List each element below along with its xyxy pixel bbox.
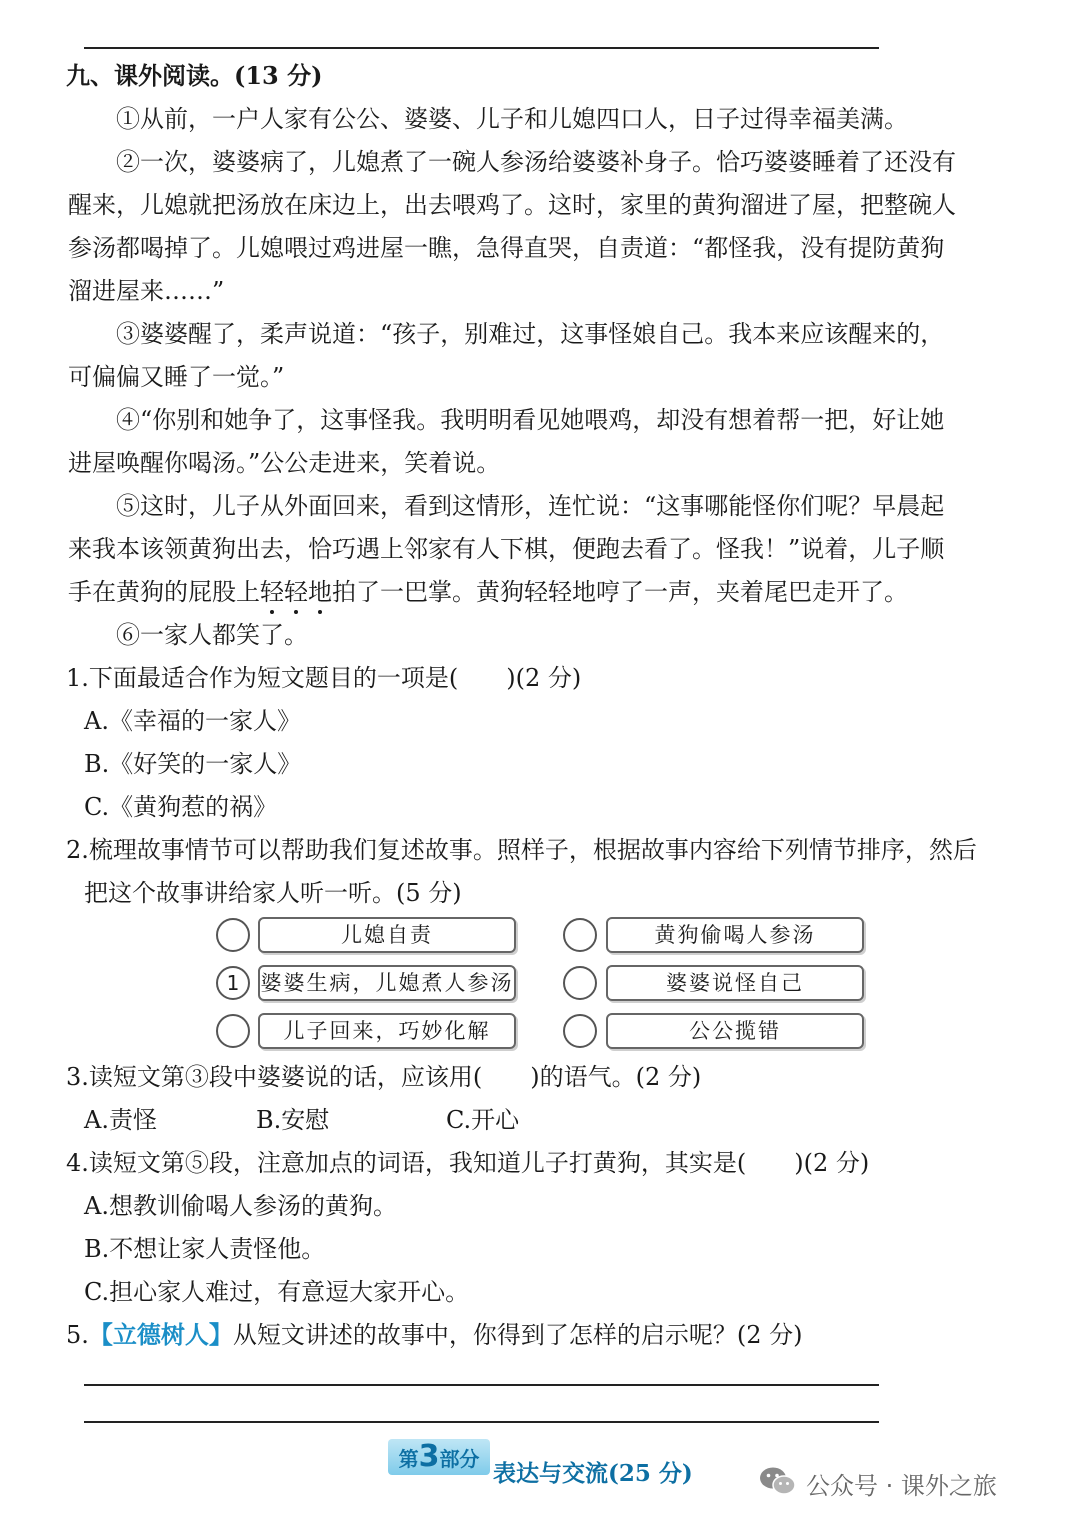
- passage-line-with-dotted-words: [68, 576, 1008, 608]
- event-box: 公公揽错: [606, 1013, 864, 1049]
- event-box: 儿媳自责: [258, 917, 516, 953]
- question-1-stem: 1.下面最适合作为短文题目的一项是( )(2 分): [66, 664, 582, 692]
- question-4-stem: 4.读短文第⑤段，注意加点的词语，我知道儿子打黄狗，其实是( )(2 分): [66, 1149, 870, 1177]
- question-4-option-b: B.不想让家人责怪他。: [84, 1235, 326, 1263]
- question-5-stem: 从短文讲述的故事中，你得到了怎样的启示呢？(2 分): [232, 1321, 803, 1349]
- section-title: 九、课外阅读。(13 分): [66, 61, 323, 90]
- event-box: 黄狗偷喝人参汤: [606, 917, 864, 953]
- passage-line: 参汤都喝掉了。儿媳喂过鸡进屋一瞧，急得直哭，自责道：“都怪我，没有提防黄狗: [68, 234, 945, 262]
- passage-line: ⑤这时，儿子从外面回来，看到这情形，连忙说：“这事哪能怪你们呢？早晨起: [116, 492, 945, 520]
- event-box: 儿子回来，巧妙化解: [258, 1013, 516, 1049]
- wechat-icon: [758, 1465, 798, 1497]
- question-5-stem-line: [66, 1319, 803, 1351]
- order-circle[interactable]: [216, 1014, 250, 1048]
- question-4-option-a: A.想教训偷喝人参汤的黄狗。: [84, 1192, 397, 1220]
- question-2-stem-continued: 把这个故事讲给家人听一听。(5 分): [84, 879, 462, 907]
- question-3-option-b: B.安慰: [256, 1106, 330, 1134]
- part-badge: [388, 1439, 490, 1475]
- passage-line: 来我本该领黄狗出去，恰巧遇上邻家有人下棋，便跑去看了。怪我！”说着，儿子顺: [68, 535, 945, 563]
- top-answer-line: [84, 47, 879, 49]
- event-box: 婆婆生病，儿媳煮人参汤: [258, 965, 516, 1001]
- dotted-char: 轻: [260, 578, 284, 606]
- question-1-option-a: A.《幸福的一家人》: [84, 707, 301, 735]
- event-box: 婆婆说怪自己: [606, 965, 864, 1001]
- order-circle[interactable]: [216, 918, 250, 952]
- question-2-stem: 2.梳理故事情节可以帮助我们复述故事。照样子，根据故事内容给下列情节排序，然后: [66, 836, 977, 864]
- passage-line: ①从前，一户人家有公公、婆婆、儿子和儿媳四口人，日子过得幸福美满。: [116, 105, 908, 133]
- passage-line: 醒来，儿媳就把汤放在床边上，出去喂鸡了。这时，家里的黄狗溜进了屋，把整碗人: [68, 191, 956, 219]
- answer-line[interactable]: [84, 1421, 879, 1423]
- question-5-number: 5.: [66, 1321, 89, 1349]
- question-5-tag: 【立德树人】: [88, 1320, 233, 1349]
- order-circle[interactable]: [563, 966, 597, 1000]
- part-badge-number: 3: [418, 1439, 440, 1474]
- dotted-char: 地: [308, 578, 332, 606]
- passage-line: 溜进屋来……”: [68, 277, 225, 305]
- question-1-option-c: C.《黄狗惹的祸》: [84, 793, 278, 821]
- passage-text: 手在黄狗的屁股上: [68, 578, 260, 606]
- question-3-option-a: A.责怪: [84, 1106, 157, 1134]
- order-circle[interactable]: [563, 1014, 597, 1048]
- dotted-char: 轻: [284, 578, 308, 606]
- question-4-option-c: C.担心家人难过，有意逗大家开心。: [84, 1278, 470, 1306]
- passage-text: 拍了一巴掌。黄狗轻轻地哼了一声，夹着尾巴走开了。: [332, 578, 908, 606]
- part-badge-suffix: 部分: [439, 1447, 480, 1471]
- answer-line[interactable]: [84, 1384, 879, 1386]
- passage-line: ②一次，婆婆病了，儿媳煮了一碗人参汤给婆婆补身子。恰巧婆婆睡着了还没有: [116, 148, 956, 176]
- order-circle[interactable]: 1: [216, 966, 250, 1000]
- passage-line: ③婆婆醒了，柔声说道：“孩子，别难过，这事怪娘自己。我本来应该醒来的，: [116, 320, 945, 348]
- watermark-text: 公众号 · 课外之旅: [806, 1472, 997, 1500]
- passage-line: ④“你别和她争了，这事怪我。我明明看见她喂鸡，却没有想着帮一把，好让她: [116, 406, 945, 434]
- question-3-stem: 3.读短文第③段中婆婆说的话，应该用( )的语气。(2 分): [66, 1063, 702, 1091]
- question-1-option-b: B.《好笑的一家人》: [84, 750, 302, 778]
- passage-line: ⑥一家人都笑了。: [116, 621, 308, 649]
- part-title: 表达与交流(25 分): [493, 1460, 693, 1487]
- passage-line: 进屋唤醒你喝汤。”公公走进来，笑着说。: [68, 449, 501, 477]
- part-badge-prefix: 第: [398, 1447, 419, 1471]
- question-3-option-c: C.开心: [446, 1106, 520, 1134]
- order-circle[interactable]: [563, 918, 597, 952]
- passage-line: 可偏偏又睡了一觉。”: [68, 363, 285, 391]
